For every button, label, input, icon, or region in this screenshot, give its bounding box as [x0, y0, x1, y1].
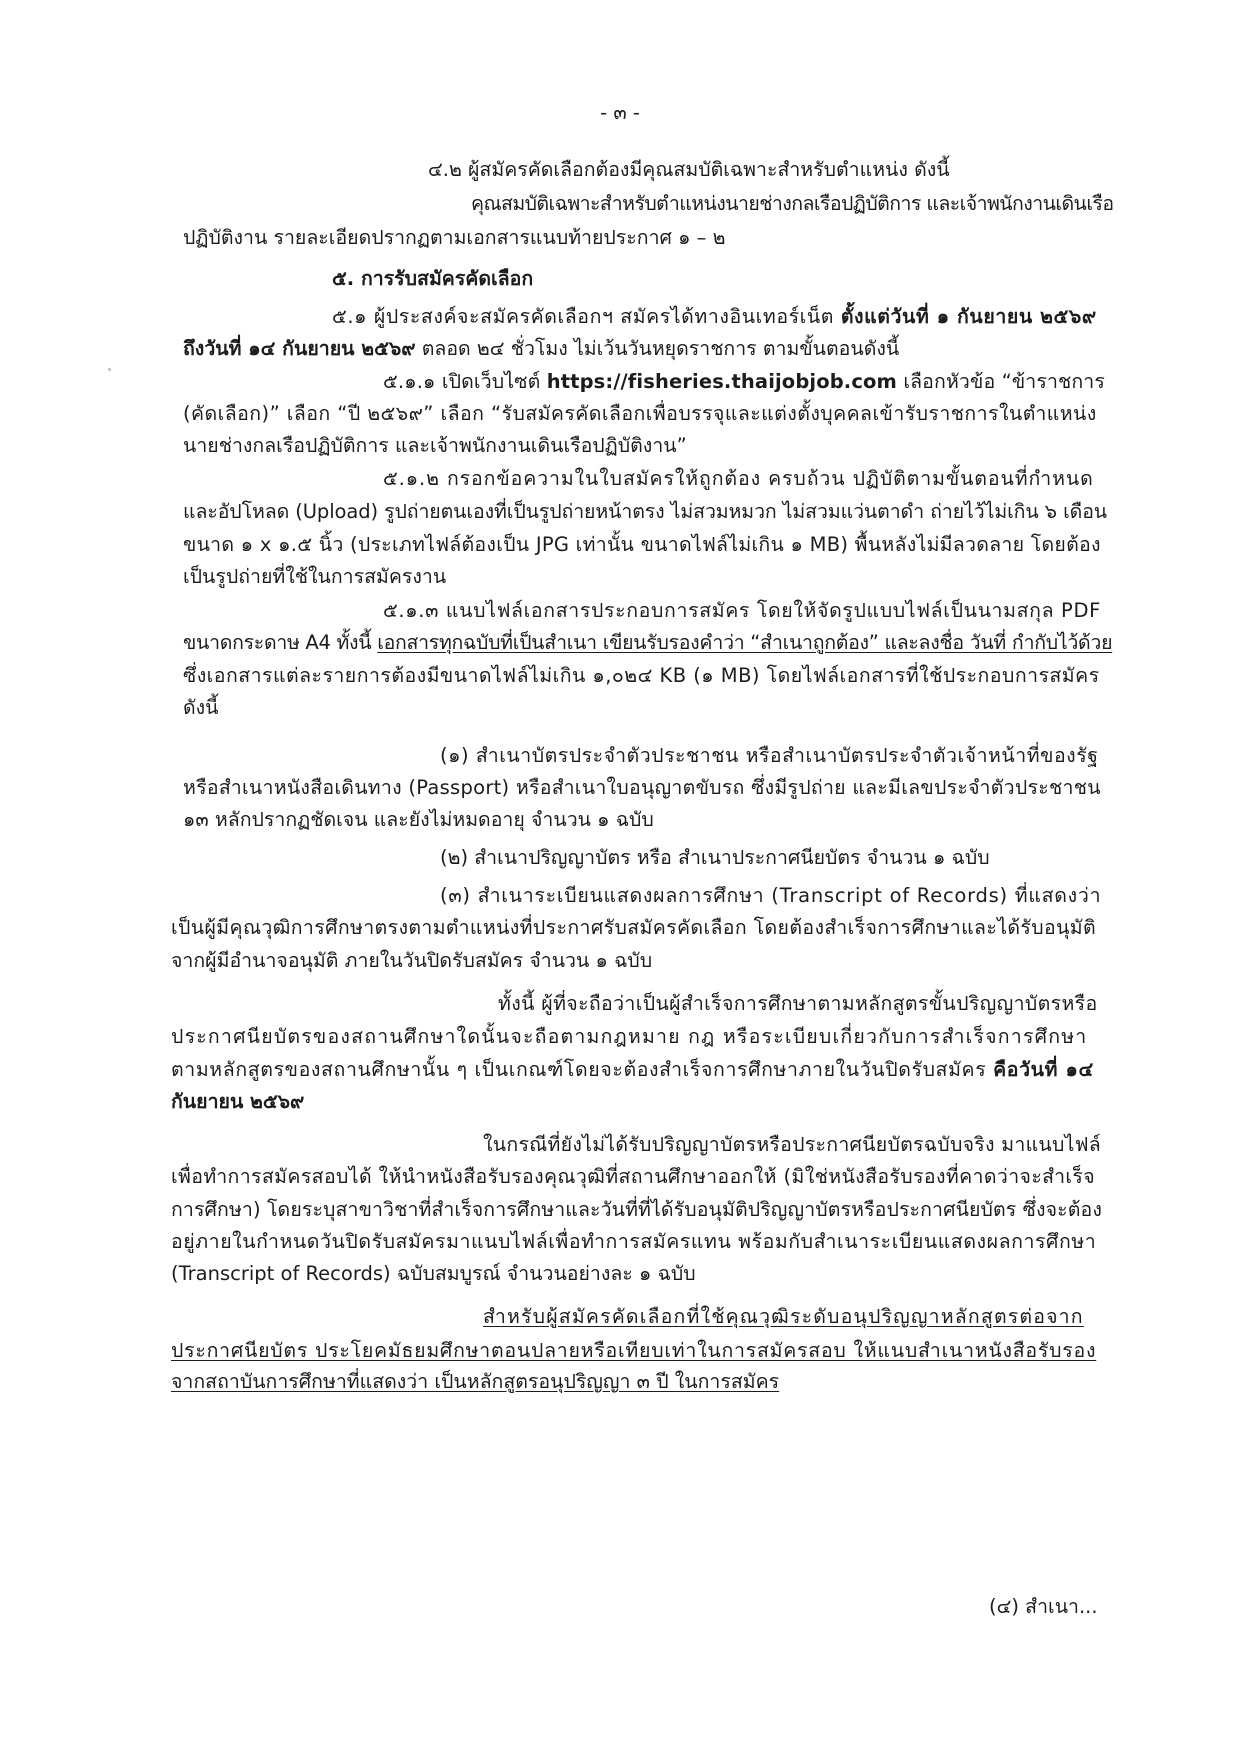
text-line [471, 189, 1113, 219]
text-run: ๕.๑ ผู้ประสงค์จะสมัครคัดเลือกฯ สมัครได้ทางอินเทอร์เน็ต [332, 305, 841, 328]
text-run: คุณสมบัติเฉพาะสำหรับตำแหน่งนายช่างกลเรือปฏิบัติการ และเจ้าพนักงานเดินเรือ [471, 192, 1114, 215]
text-line [383, 464, 1094, 494]
text-line [183, 431, 687, 461]
text-run: ๕.๑.๒ กรอกข้อความในใบสมัครให้ถูกต้อง ครบถ้วน ปฏิบัติตามขั้นตอนที่กำหนด [383, 467, 1094, 490]
text-line [171, 1195, 1102, 1225]
text-run: ตลอด ๒๔ ชั่วโมง ไม่เว้นวันหยุดราชการ ตามขั้นตอนดังนี้ [415, 337, 900, 360]
text-run: (๑) สำเนาบัตรประจำตัวประชาชน หรือสำเนาบัตรประจำตัวเจ้าหน้าที่ของรัฐ [440, 744, 1099, 767]
text-line [332, 302, 1097, 332]
text-run: เป็นผู้มีคุณวุฒิการศึกษาตรงตามตำแหน่งที่ประกาศรับสมัครคัดเลือก โดยต้องสำเร็จการศึกษาและได้รับอนุมัติ [171, 916, 1097, 939]
text-line [440, 881, 1101, 911]
text-run: (คัดเลือก)” เลือก “ปี ๒๕๖๙” เลือก “รับสมัครคัดเลือกเพื่อบรรจุและแต่งตั้งบุคคลเข้ารับราชการในตำแหน่ง [183, 402, 1097, 425]
text-run: ขนาดกระดาษ A4 ทั้งนี้ [183, 631, 378, 654]
text-line [171, 946, 652, 976]
text-line [171, 1227, 1096, 1257]
text-run: เพื่อทำการสมัครสอบได้ ให้นำหนังสือรับรองคุณวุฒิที่สถานศึกษาออกให้ (มิใช่หนังสือรับรองที่คาดว่าจะสำเร็จ [171, 1165, 1096, 1188]
text-line [171, 1022, 1087, 1052]
text-line [183, 661, 1100, 691]
text-run: ดังนี้ [183, 696, 219, 719]
text-line [989, 1592, 1098, 1622]
underlined-text: เอกสารทุกฉบับที่เป็นสำเนา เขียนรับรองคำว่า “สำเนาถูกต้อง” และลงชื่อ วันที่ กำกับไว้ด้วย [377, 631, 1113, 654]
text-line [183, 399, 1097, 429]
text-run: (๓) สำเนาระเบียนแสดงผลการศึกษา (Transcript of Records) ที่แสดงว่า [440, 884, 1102, 907]
text-run: เลือกหัวข้อ “ข้าราชการ [897, 370, 1105, 393]
text-run: ๑๓ หลักปรากฏชัดเจน และยังไม่หมดอายุ จำนวน ๑ ฉบับ [183, 808, 654, 831]
underlined-text: สำหรับผู้สมัครคัดเลือกที่ใช้คุณวุฒิระดับอนุปริญญาหลักสูตรต่อจาก [483, 1305, 1084, 1328]
text-line [171, 1055, 1094, 1085]
text-run: (๔) สำเนา... [989, 1595, 1098, 1618]
scan-speck [108, 368, 111, 371]
text-line [383, 367, 1105, 397]
text-run: ประกาศนียบัตรของสถานศึกษาใดนั้นจะถือตามกฎหมาย กฎ หรือระเบียบเกี่ยวกับการสำเร็จการศึกษา [171, 1025, 1088, 1048]
text-run: และอัปโหลด (Upload) รูปถ่ายตนเองที่เป็นรูปถ่ายหน้าตรง ไม่สวมหมวก ไม่สวมแว่นตาดำ ถ่ายไว้ไม่เกิน ๖ เดือน [183, 500, 1108, 523]
text-line [483, 1302, 1084, 1332]
text-line [183, 628, 1112, 658]
text-line [428, 155, 950, 185]
bold-text: ๕. การรับสมัครคัดเลือก [332, 267, 534, 290]
text-run: ซึ่งเอกสารแต่ละรายการต้องมีขนาดไฟล์ไม่เกิน ๑,๐๒๔ KB (๑ MB) โดยไฟล์เอกสารที่ใช้ประกอบการสมัคร [183, 664, 1100, 687]
text-run: ๕.๑.๑ เปิดเว็บไซต์ [383, 370, 547, 393]
text-run: (Transcript of Records) ฉบับสมบูรณ์ จำนวนอย่างละ ๑ ฉบับ [171, 1262, 696, 1285]
text-line [183, 805, 654, 835]
text-line [171, 1087, 304, 1117]
text-run: ในกรณีที่ยังไม่ได้รับปริญญาบัตรหรือประกาศนียบัตรฉบับจริง มาแนบไฟล์ [483, 1133, 1101, 1156]
text-line [332, 264, 533, 294]
text-line [483, 1130, 1101, 1160]
text-run: ขนาด ๑ x ๑.๕ นิ้ว (ประเภทไฟล์ต้องเป็น JPG เท่านั้น ขนาดไฟล์ไม่เกิน ๑ MB) พื้นหลังไม่มีลวดลาย โดยต้อง [183, 533, 1101, 556]
text-line [183, 562, 446, 592]
text-run: หรือสำเนาหนังสือเดินทาง (Passport) หรือสำเนาใบอนุญาตขับรถ ซึ่งมีรูปถ่าย และมีเลขประจำตัวประชาชน [183, 776, 1101, 799]
text-run: การศึกษา) โดยระบุสาขาวิชาที่สำเร็จการศึกษาและวันที่ที่ได้รับอนุมัติปริญญาบัตรหรือประกาศนียบัตร ซึ่งจะต้อง [171, 1198, 1102, 1221]
text-line [183, 334, 899, 364]
text-line [171, 1367, 779, 1397]
bold-text: คือวันที่ ๑๔ [993, 1058, 1094, 1081]
text-line [183, 530, 1101, 560]
text-line [183, 223, 725, 253]
text-run: ๔.๒ ผู้สมัครคัดเลือกต้องมีคุณสมบัติเฉพาะสำหรับตำแหน่ง ดังนี้ [428, 158, 950, 181]
text-run: จากผู้มีอำนาจอนุมัติ ภายในวันปิดรับสมัคร จำนวน ๑ ฉบับ [171, 949, 653, 972]
text-run: ปฏิบัติงาน รายละเอียดปรากฏตามเอกสารแนบท้ายประกาศ ๑ – ๒ [183, 226, 726, 249]
text-run: นายช่างกลเรือปฏิบัติการ และเจ้าพนักงานเดินเรือปฏิบัติงาน” [183, 434, 687, 457]
bold-text: ถึงวันที่ ๑๔ กันยายน ๒๕๖๙ [183, 337, 416, 360]
text-run: ๕.๑.๓ แนบไฟล์เอกสารประกอบการสมัคร โดยให้จัดรูปแบบไฟล์เป็นนามสกุล PDF [383, 599, 1101, 622]
text-line [171, 1259, 696, 1289]
text-run: อยู่ภายในกำหนดวันปิดรับสมัครมาแนบไฟล์เพื่อทำการสมัครแทน พร้อมกับสำเนาระเบียนแสดงผลการศึกษา [171, 1230, 1097, 1253]
text-run: เป็นรูปถ่ายที่ใช้ในการสมัครงาน [183, 565, 447, 588]
text-line [171, 1162, 1095, 1192]
underlined-text: จากสถาบันการศึกษาที่แสดงว่า เป็นหลักสูตรอนุปริญญา ๓ ปี ในการสมัคร [171, 1370, 780, 1393]
text-line [440, 741, 1098, 771]
page-number: - ๓ - [600, 101, 640, 124]
text-run: (๒) สำเนาปริญญาบัตร หรือ สำเนาประกาศนียบัตร จำนวน ๑ ฉบับ [440, 846, 990, 869]
bold-text: ตั้งแต่วันที่ ๑ กันยายน ๒๕๖๙ [840, 305, 1097, 328]
text-line [171, 913, 1096, 943]
text-line [383, 596, 1101, 626]
text-line [498, 989, 1098, 1019]
underlined-text: ประกาศนียบัตร ประโยคมัธยมศึกษาตอนปลายหรือเทียบเท่าในการสมัครสอบ ให้แนบสำเนาหนังสือรับรอง [171, 1339, 1097, 1362]
text-run: ทั้งนี้ ผู้ที่จะถือว่าเป็นผู้สำเร็จการศึกษาตามหลักสูตรขั้นปริญญาบัตรหรือ [498, 992, 1098, 1015]
text-line [440, 843, 990, 873]
bold-text: https://fisheries.thaijobjob.com [546, 370, 897, 393]
text-line [171, 1336, 1096, 1366]
text-run: ตามหลักสูตรของสถานศึกษานั้น ๆ เป็นเกณฑ์โดยจะต้องสำเร็จการศึกษาภายในวันปิดรับสมัคร [171, 1058, 994, 1081]
bold-text: กันยายน ๒๕๖๙ [171, 1090, 305, 1113]
text-line [183, 773, 1101, 803]
text-line [183, 497, 1107, 527]
text-line [183, 693, 219, 723]
